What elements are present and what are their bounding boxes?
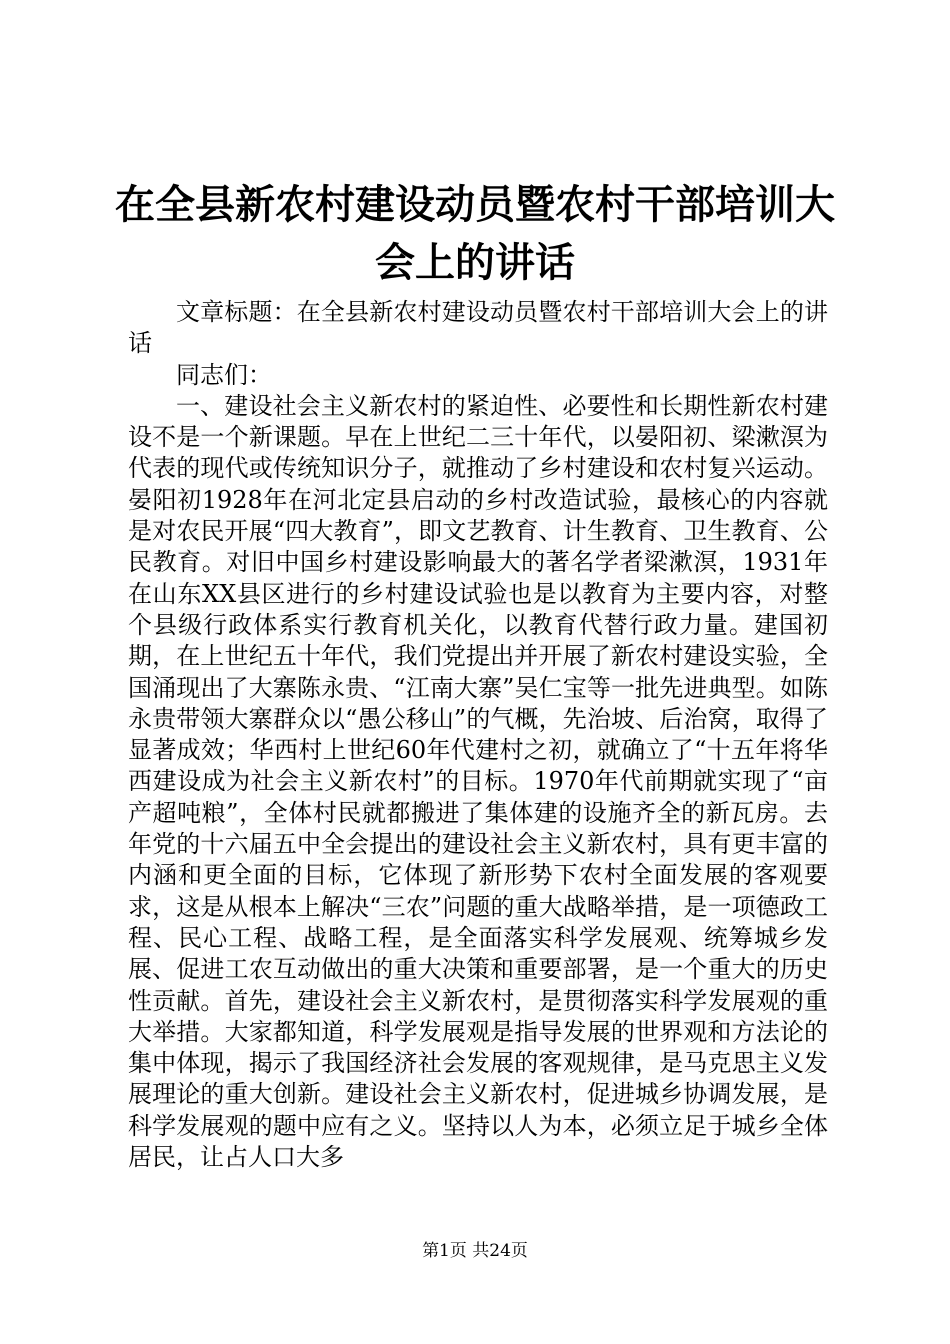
paragraph-article-title: 文章标题：在全县新农村建设动员暨农村干部培训大会上的讲话 — [128, 298, 828, 358]
paragraph-main: 一、建设社会主义新农村的紧迫性、必要性和长期性新农村建设不是一个新课题。早在上世纪二三十年代，以晏阳初、梁漱溟为代表的现代或传统知识分子，就推动了乡村建设和农村复兴运动。晏阳初1928年在河北定县启动的乡村改造试验，最核心的内容就是对农民开展“四大教育”，即文艺教育、计生教育、卫生教育、公民教育。对旧中国乡村建设影响最大的著名学者梁漱溟，1931年在山东XX县区进行的乡村建设试验也是以教育为主要内容，对整个县级行政体系实行教育机关化，以教育代替行政力量。建国初期，在上世纪五十年代，我们党提出并开展了新农村建设实验，全国涌现出了大寨陈永贵、“江南大寨”吴仁宝等一批先进典型。如陈永贵带领大寨群众以“愚公移山”的气概，先治坡、后治窝，取得了显著成效；华西村上世纪60年代建村之初，就确立了“十五年将华西建设成为社会主义新农村”的目标。1970年代前期就实现了“亩产超吨粮”，全体村民就都搬进了集体建的设施齐全的新瓦房。去年党的十六届五中全会提出的建设社会主义新农村，具有更丰富的内涵和更全面的目标，它体现了新形势下农村全面发展的客观要求，这是从根本上解决“三农”问题的重大战略举措，是一项德政工程、民心工程、战略工程，是全面落实科学发展观、统筹城乡发展、促进工农互动做出的重大决策和重要部署，是一个重大的历史性贡献。首先，建设社会主义新农村，是贯彻落实科学发展观的重大举措。大家都知道，科学发展观是指导发展的世界观和方法论的集中体现，揭示了我国经济社会发展的客观规律，是马克思主义发展理论的重大创新。建设社会主义新农村，促进城乡协调发展，是科学发展观的题中应有之义。坚持以人为本，必须立足于城乡全体居民，让占人口大多 — [128, 391, 828, 1172]
page-footer: 第1页 共24页 — [422, 1241, 528, 1261]
document-title: 在全县新农村建设动员暨农村干部培训大会上的讲话 — [115, 181, 835, 286]
paragraph-salutation: 同志们： — [176, 360, 272, 389]
document-body — [128, 297, 828, 1173]
